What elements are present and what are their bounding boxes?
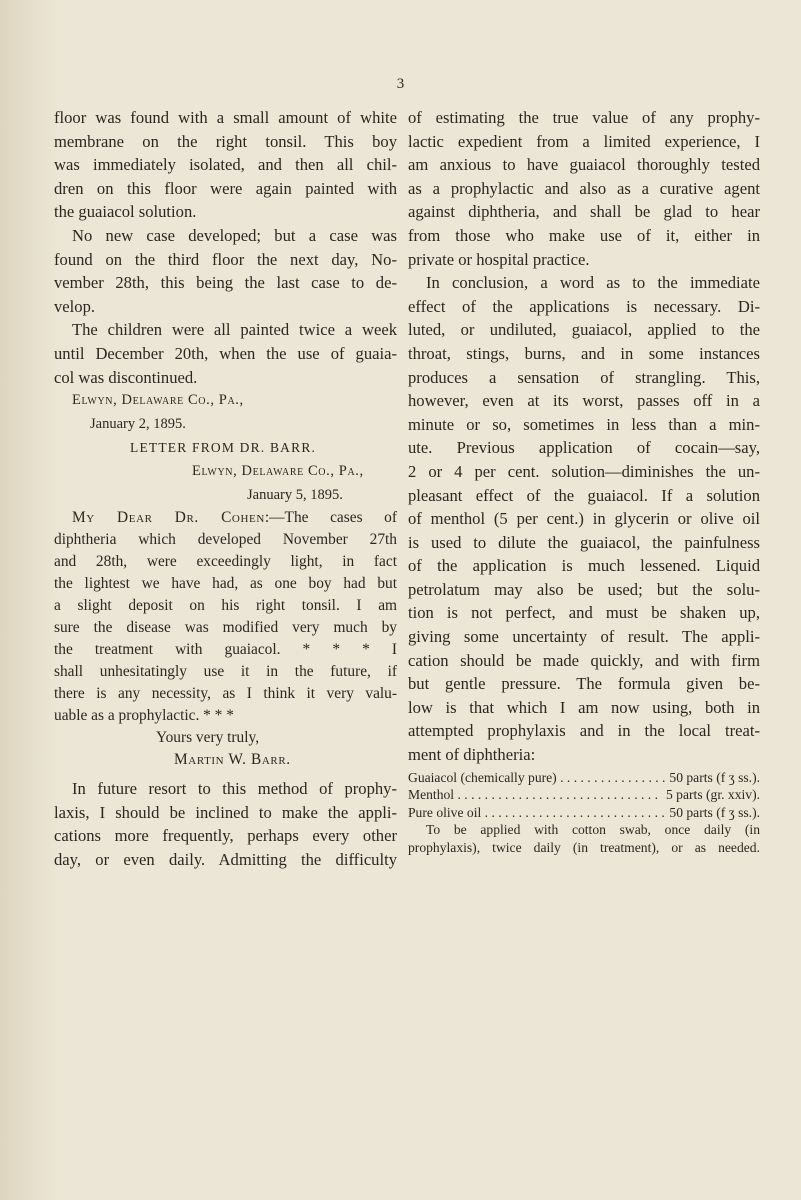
text-line: membrane on the right tonsil. This boy xyxy=(54,131,397,151)
paragraph-future-resort xyxy=(54,777,397,871)
text-line: however, even at its worst, passes off in a xyxy=(408,391,760,411)
text-line: of menthol (5 per cent.) in glycerin or olive oil xyxy=(408,509,760,529)
formula-ingredient: Menthol . . . xyxy=(408,786,662,804)
text-line: from those who make use of it, either in xyxy=(408,225,760,245)
text-line: a slight deposit on his right tonsil. I am xyxy=(54,597,397,615)
formula-directions xyxy=(408,821,760,856)
letter-body xyxy=(54,507,397,727)
text-line: throat, stings, burns, and in some instances xyxy=(408,343,760,363)
formula-amount: 50 parts (f ʒ ss.). xyxy=(669,804,760,820)
formula-amount: 50 parts (f ʒ ss.). xyxy=(669,769,760,785)
text-line: floor was found with a small amount of white xyxy=(54,108,397,127)
letter-salutation: My Dear Dr. Cohen xyxy=(72,509,265,527)
text-line: prophylaxis), twice daily (in treatment), or as needed. xyxy=(408,839,760,855)
text-line: giving some uncertainty of result. The appli- xyxy=(408,627,760,647)
text-line: cation should be made quickly, and with firm xyxy=(408,650,760,670)
page-number: 3 xyxy=(396,76,405,92)
formula-row xyxy=(408,786,760,804)
dateline-date: January 2, 1895. xyxy=(90,415,186,432)
text-line: was immediately isolated, and then all chil- xyxy=(54,155,397,175)
letter-salutation-rest: :—The cases of xyxy=(264,509,397,527)
text-line: produces a sensation of strangling. This, xyxy=(408,367,760,387)
letter-place: Elwyn, Delaware Co., Pa., xyxy=(192,462,364,479)
formula-ingredient: Pure olive oil . . . xyxy=(408,804,665,822)
paragraph-conclusion xyxy=(408,271,760,766)
text-line: shall unhesitatingly use it in the future, if xyxy=(54,663,397,681)
text-line: minute or so, sometimes in less than a min- xyxy=(408,414,760,434)
text-line: In conclusion, a word as to the immediate xyxy=(426,273,760,293)
text-line: uable as a prophylactic. * * * xyxy=(54,707,234,725)
text-line: To be applied with cotton swab, once daily (in xyxy=(426,822,760,838)
text-line: found on the third floor the next day, No- xyxy=(54,249,397,269)
text-line: low is that which I am now using, both in xyxy=(408,697,760,717)
text-line: pleasant effect of the guaiacol. If a solution xyxy=(408,485,760,505)
text-line: velop. xyxy=(54,296,96,316)
text-line: the guaiacol solution. xyxy=(54,202,197,222)
text-line: dren on this floor were again painted with xyxy=(54,178,397,198)
text-line: ute. Previous application of cocain—say, xyxy=(408,438,760,458)
text-line: attempted prophylaxis and in the local treat- xyxy=(408,721,760,741)
text-line: the lightest we have had, as one boy had but xyxy=(54,575,397,593)
text-line: tion is not perfect, and must be shaken up, xyxy=(408,603,760,623)
text-line: lactic expedient from a limited experience, I xyxy=(408,131,760,151)
text-line: petrolatum may also be used; but the solu- xyxy=(408,579,760,599)
text-line: until December 20th, when the use of guaia- xyxy=(54,343,397,363)
text-line: of estimating the true value of any prophy- xyxy=(408,108,760,127)
formula-row xyxy=(408,769,760,787)
right-column xyxy=(408,106,760,856)
dateline-place: Elwyn, Delaware Co., Pa., xyxy=(72,392,244,409)
text-line: and 28th, were exceedingly light, in fact xyxy=(54,553,397,571)
text-line: laxis, I should be inclined to make the appli- xyxy=(54,802,397,822)
page-edge-shadow xyxy=(0,0,60,1200)
text-line: col was discontinued. xyxy=(54,367,198,387)
text-line: luted, or undiluted, guaiacol, applied to the xyxy=(408,320,760,340)
text-line: against diphtheria, and shall be glad to hear xyxy=(408,202,760,222)
text-line: as a prophylactic and also as a curative agent xyxy=(408,178,760,198)
paragraph-children-painted xyxy=(54,318,397,389)
text-line: 2 or 4 per cent. solution—diminishes the un- xyxy=(408,461,760,481)
text-line: diphtheria which developed November 27th xyxy=(54,531,397,549)
text-line: there is any necessity, as I think it very valu- xyxy=(54,685,397,703)
text-line: ment of diphtheria: xyxy=(408,745,536,765)
text-line xyxy=(54,507,397,529)
letter-heading: LETTER FROM DR. BARR. xyxy=(130,440,317,456)
text-line: the treatment with guaiacol. * * * I xyxy=(54,641,397,659)
formula-table xyxy=(408,769,760,822)
formula-ingredient: Guaiacol (chemically pure) . . . xyxy=(408,769,665,787)
letter-closing: Yours very truly, xyxy=(156,729,260,747)
text-line: but gentle pressure. The formula given be- xyxy=(408,674,760,694)
formula-amount: 5 parts (gr. xxiv). xyxy=(665,787,760,803)
formula-row xyxy=(408,804,760,822)
paragraph-estimating xyxy=(408,106,760,271)
letter-signature: Martin W. Barr. xyxy=(174,751,291,769)
text-line: The children were all painted twice a week xyxy=(72,320,397,340)
text-line: sure the disease was modified very much by xyxy=(54,619,397,637)
text-line: In future resort to this method of prophy- xyxy=(72,779,397,799)
text-line: No new case developed; but a case was xyxy=(72,225,397,245)
text-line: private or hospital practice. xyxy=(408,249,590,269)
text-line: effect of the applications is necessary. Di- xyxy=(408,296,760,316)
text-line: of the application is much lessened. Liquid xyxy=(408,556,760,576)
text-line: vember 28th, this being the last case to de- xyxy=(54,273,397,293)
text-line: is used to dilute the guaiacol, the painfulness xyxy=(408,532,760,552)
text-line: am anxious to have guaiacol thoroughly tested xyxy=(408,155,760,175)
letter-date: January 5, 1895. xyxy=(247,486,343,503)
paragraph-floor-found xyxy=(54,106,397,224)
text-line: cations more frequently, perhaps every other xyxy=(54,826,397,846)
text-line: day, or even daily. Admitting the difficulty xyxy=(54,849,397,869)
paragraph-no-new-case xyxy=(54,224,397,318)
left-column xyxy=(54,106,397,871)
